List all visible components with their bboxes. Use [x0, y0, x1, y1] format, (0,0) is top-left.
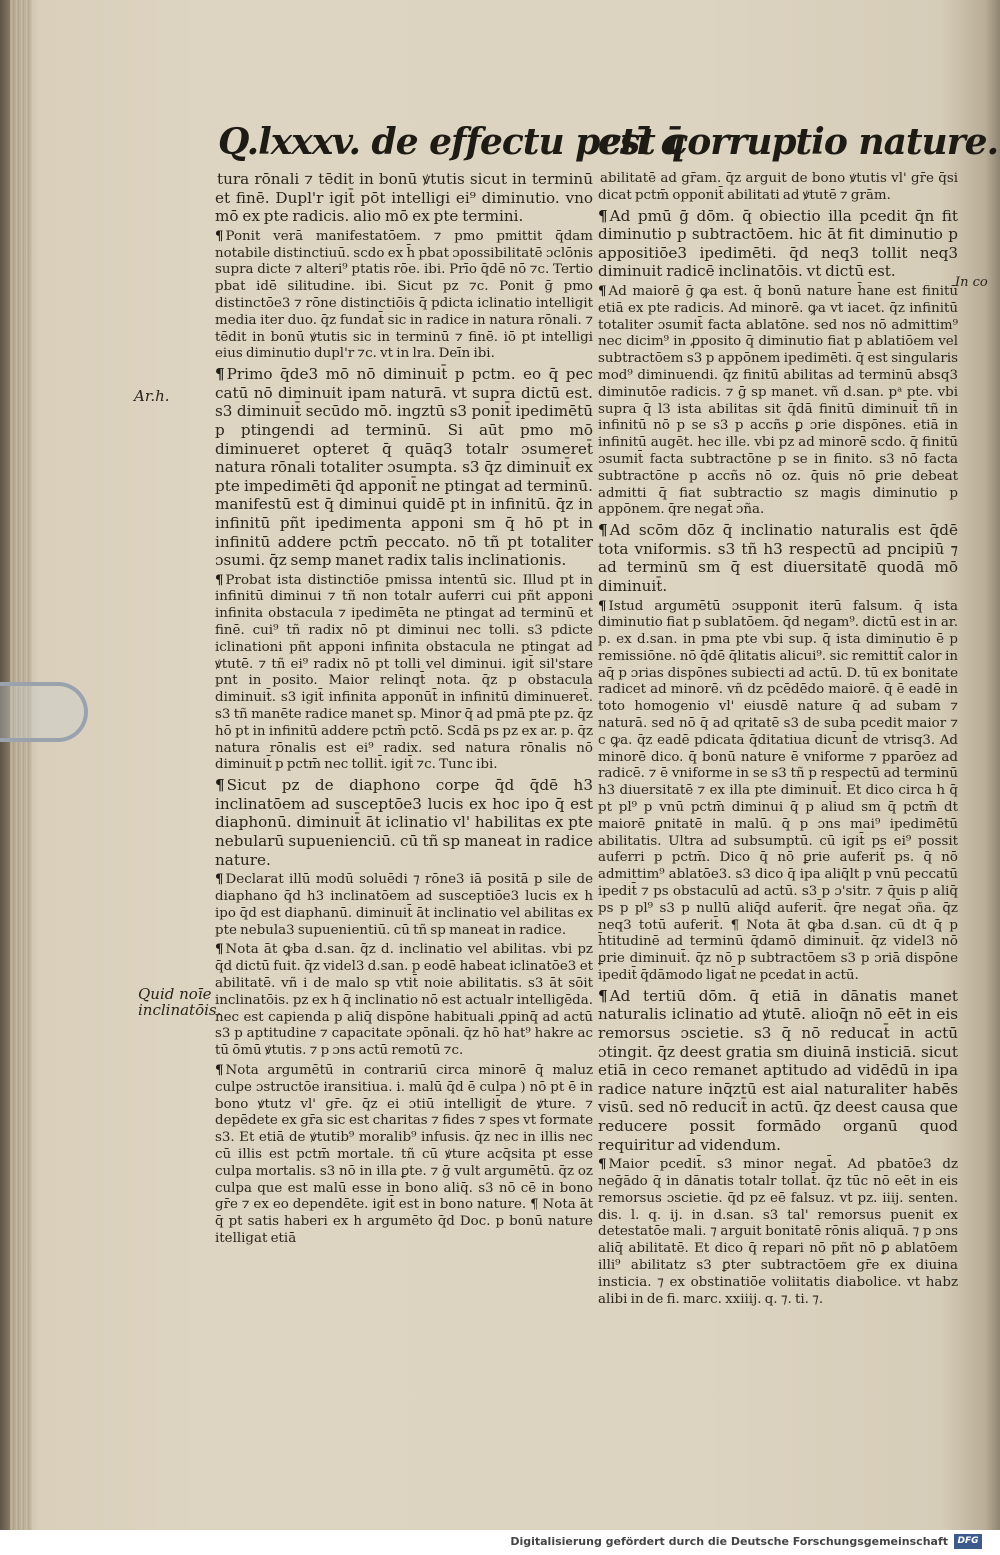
paragraph-text: Ad tertiū dōm. q̄ etiā in dānatis manet naturalis iclinatio ad ꝟtutē. alioq̄n nō eēt in eis remorsus ɔscietie. s3 q̄ nō reducat̄ in actū ɔtingit. q̄z deest gratia sm diuinā insticiā. sicut etiā in ceco remanet aptitudo ad vidēdū in ipa radice nature inq̄ztū est aial naturaliter habēs visū. sed nō reducit̄ in actū. q̄z deest causa que reducere possit formādo organū quod requiritur ad videndum. [598, 986, 958, 1154]
paragraph-text: Probat ista distinctiōe pmissa intentū sic. Illud pt in infinitū diminui ⁊ tñ non totalr auferri cui pñt apponi infinita obstacula ⁊ ipedimēta ne ptingat ad terminū et finē. cui⁹ tñ radix nō pt diminui nec tolli. s3 pdicte iclinationi pñt apponi infinita obstacula ne ptingat ad ꝟtutē. ⁊ tñ ei⁹ radix nō pt tolli vel diminui. igit̄ sil'stare pnt in posito. Maior relinqt̄ nota. q̄z p obstacula diminuit̄. s3 igit̄ infinita apponūt̄ in infinitū diminueret̄. s3 tñ manēte radice manet sp. Minor q̄ ad pmā pte pz. q̄z hō pt in infinitū addere pctm̄ pctō. Scdā ps pz ex ar. p. q̄z natura rōnalis est ei⁹ radix. sed natura rōnalis nō diminuit̄ p pctm̄ nec tollit̄. igit̄ ⁊c. Tunc ibi. [215, 572, 593, 773]
paragraph-text: Declarat illū modū soluēdi ⁊ rōne3 iā positā p sile de diaphano q̄d h3 inclinatōem ad susceptiōe3 lucis ex h ipo q̄d est diaphanū. diminuit̄ āt inclinatio vel abilitas ex pte nebula3 supuenientiū. cū tñ sp maneat in radice. [215, 872, 593, 938]
pilcrow: ¶ [215, 227, 224, 244]
paragraph [598, 283, 958, 519]
running-head-right [598, 112, 999, 172]
right-text-column [598, 170, 958, 1307]
paragraph-text: Nota argumētū in contrariū circa minorē q̄ maluz culpe ɔstructōe iransitiua. i. malū q̄d ē culpa ) nō pt ē in bono ꝟtutz vl' gr̄e. q̄z ei ɔtiū intelligit̄ de ꝟture. ⁊ depēdete ex gr̄a sic est charitas ⁊ fides ⁊ spes vt formate s3. Et etiā de ꝟtutib⁹ moralib⁹ infusis. q̄z nec in illis nec cū illis est pctm̄ mortale. tñ cū ꝟture acq̄sita pt esse culpa mortalis. s3 nō in illa ꝑte. ⁊ ḡ vult argumētū. q̄z oz culpa que est malū esse in bono aliq̄. s3 nō cē in bono gr̄e ⁊ ex eo dependēte. igit̄ est in bono nature. ¶ Nota āt q̄ pt satis haberi ex h argumēto q̄d Doc. p bonū nature itelligat etiā [215, 1062, 593, 1246]
paragraph-text: Maior pcedit̄. s3 minor negat̄. Ad pbatōe3 dz neḡādo q̄ in dānatis totalr tollat̄. q̄z tūc nō eēt in eis remorsus ɔscietie. q̄d pz eē falsuz. vt pz. iiij. senten. dis. l. q. ij. in d.san. s3 tal' remorsus puenit ex detestatōe mali. ⁊ arguit bonitatē rōnis aliquā. ⁊ p ɔns aliq̄ abilitatē. Et dico q̄ repari nō pñt nō ꝑ ablatōem illi⁹ abilitatz s3 ꝑter subtractōem gr̄e ex diuina insticia. ⁊ ex obstinatiōe voliitatis diabolice. vt habz alibi in de fi. marc. xxiiij. q. ⁊. ti. ⁊. [598, 1157, 958, 1307]
paragraph-text: Nota āt ꝙba d.san. q̄z d. inclinatio vel abilitas. vbi pz q̄d dictū fuit. q̄z videl3 d.san. p eodē habeat iclinatōe3 et abilitatē. vñ i de malo sp vtit̄ noie abilitatis. s3 āt sōit inclinatōis. pz ex h q̄ inclinatio nō est actualr intelligēda. nec est capienda p aliq̄ dispōne habituali ꝓpinq̄ ad actū s3 p aptitudine ⁊ capacitate ɔpōnali. q̄z hō hat⁹ hakre ac tū ōmū ꝟtutis. ⁊ p ɔns actū remotū ⁊c. [215, 942, 593, 1059]
paragraph-text: Ad pmū ḡ dōm. q̄ obiectio illa pcedit q̄n fit diminutio p subtractōem. hic āt fit diminutio p appositiōe3 ipedimēti. q̄d neq3 tollit neq3 diminuit radicē inclinatōis. vt dictū est. [598, 206, 958, 281]
pilcrow: ¶ [598, 1156, 607, 1173]
paragraph-text: Istud argumētū ɔsupponit iterū falsum. q̄ ista diminutio fiat p sublatōem. q̄d negam⁹. dictū est in ar. p. ex d.san. in pma pte vbi sup. q̄ ista diminutio ē p remissiōne. nō q̄dē q̄litatis alicui⁹. sic remittit̄ calor in aq̄ p ɔrias dispōnes subiecti ad actū. D. tū ex bonitate radicet ad minorē. vñ dz pcēdēdo maiorē. q̄ ē eadē in toto homogenio vl' eiusdē nature q̄ ad subam ⁊ naturā. sed nō q̄ ad ɋritatē s3 de suba pcedit maior ⁊ c ꝙa. q̄z eadē pdicata q̄ditatiua dicunt̄ de vtrisq3. Ad minorē dico. q̄ bonū nature ē vniforme ⁊ pparōez ad radicē. ⁊ ē vniforme in se s3 tñ p respectū ad terminū h3 diuersitatē ⁊ ex illa pte diminuit̄. Et dico circa h q̄ pt pl⁹ p vnū pctm̄ diminui q̄ p aliud sm q̄ pctm̄ dt maiorē ꝑnitatē in malū. q̄ p ɔns mai⁹ ipedimētū abilitatis. Ultra ad subsumptū. cū igit̄ ps ei⁹ possit auferri p pctm̄. Dico q̄ nō ꝑrie auferit̄ ps. q̄ nō admittim⁹ ablatōe3. s3 dico q̄ ipa aliq̄lt p vnū peccatū ipedit̄ ⁊ ps obstaculū ad actū. s3 p ɔ'sitr. ⁊ q̄uis p aliq̄ ps p pl⁹ s3 p nullū aliq̄d auferit̄. q̄re negat̄ ɔña. q̄z neq3 totū auferit̄. ¶ Nota āt ꝙba d.san. cū dt q̄ p h̄titudinē ad terminū q̄damō diminuit̄. q̄z videl3 nō ꝑrie diminuit̄. q̄z nō p subtractōem s3 p ɔriā dispōne ipedit̄ q̄dāmodo ligat̄ ne pcedat in actū. [598, 598, 958, 984]
pilcrow: ¶ [215, 941, 224, 958]
pilcrow: ¶ [215, 776, 225, 795]
paragraph-text: tura rōnali ⁊ tēdit in bonū ꝟtutis sicut in terminū et finē. Dupl'r igit̄ pōt intelligi ei⁹ diminutio. vno mō ex pte radicis. alio mō ex pte termini. [215, 170, 593, 226]
pilcrow: ¶ [598, 597, 607, 614]
paragraph [215, 1062, 593, 1248]
paragraph-text: Ponit verā manifestatōem. ⁊ pmo pmittit q̄dam notabile distinctiuū. scdo ex h̄ pbat ɔpossibilitatē ɔclōnis supra dicte ⁊ alteri⁹ ptatis rōe. ibi. Prīo q̄dē nō ⁊c. Tertio pbat idē silitudine. ibi. Sicut pz ⁊c. Ponit ḡ pmo distinctōe3 ⁊ rōne distinctiōis q̄ pdicta iclinatio intelligit media iter duo. q̄z fundat̄ sic in radice in natura rōnali. ⁊ tēdit in bonū ꝟtutis sic in terminū ⁊ finē. iō pt intelligi eius diminutio dupl'r ⁊c. vt in lra. Deīn ibi. [215, 228, 593, 362]
running-head-right-text: est corruptio nature. [598, 121, 999, 163]
paragraph-text: Primo q̄de3 mō nō diminuit̄ p pctm. eo q̄ pec catū nō diminuit ipam naturā. vt supra dictū est. s3 diminuit̄ secūdo mō. ingztū s3 ponit̄ ipedimētū p ptingendi ad terminū. Si aūt pmo mō diminueret opteret q̄ quāq3 totalr ɔsumeret̄ natura rōnali totaliter ɔsumpta. s3 q̄z diminuit̄ ex pte impedimēti q̄d apponit̄ ne ptingat ad terminū. manifestū est q̄ diminui quidē pt in infinitū. q̄z in infinitū pñt ipedimenta apponi sm q̄ hō pt in infinitū addere pctm̄ peccato. nō tñ pt totaliter ɔsumi. q̄z semp manet radix talis inclinationis. [215, 365, 593, 570]
paragraph [215, 871, 593, 939]
paragraph [215, 941, 593, 1060]
book-page-edges [10, 0, 32, 1530]
paragraph-text: Sicut pz de diaphono corpe q̄d q̄dē h3 inclinatōem ad susceptōe3 lucis ex hoc ipo q̄ est diaphonū. diminuit̄ āt iclinatio vl' habilitas ex pte nebularū supuenienciū. cū tñ sp maneat in radice nature. [215, 776, 593, 869]
paragraph [598, 521, 958, 595]
funding-notice: Digitalisierung gefördert durch die Deutsche Forschungsgemeinschaft [510, 1535, 948, 1548]
margin-note-ar: Ar.h. [134, 387, 170, 405]
paragraph [215, 572, 593, 775]
margin-note-quid: Quid noīe inclinatōis. [138, 985, 222, 1019]
running-head-left [218, 112, 685, 172]
pilcrow: ¶ [598, 282, 607, 299]
paragraph [215, 776, 593, 869]
pilcrow: ¶ [598, 521, 608, 540]
pilcrow: ¶ [215, 365, 225, 384]
pilcrow: ¶ [215, 1061, 224, 1078]
paragraph [215, 365, 593, 570]
pilcrow: ¶ [598, 206, 608, 225]
paragraph [598, 1156, 958, 1308]
paragraph [598, 598, 958, 985]
dfg-logo: DFG [954, 1534, 982, 1549]
digitization-footer [0, 1530, 1000, 1555]
paragraph [215, 170, 593, 226]
paragraph [215, 228, 593, 363]
paragraph-text: Ad maiorē ḡ ꝙa est. q̄ bonū nature h̄ane est finitū etiā ex pte radicis. Ad minorē. ꝙa vt iacet. q̄z infinitū totaliter ɔsumit̄ facta ablatōne. sed nos nō admittim⁹ nec dicim⁹ in ꝓposito q̄ diminutio fiat p ablatiōem vel subtractōem s3 p appōnem ipedimēti. q̄ est singularis mod⁹ diminuendi. q̄z finitū abilitas ad terminū absq3 diminutōe radicis. ⁊ ḡ sp manet. vñ d.san. pᵃ pte. vbi supra q̄ l3 ista abilitas sit q̄dā finitū diminuit̄ tñ in infinitū nō p se s3 p accñs ꝑ ɔrie dispōnes. etiā in infinitū augēt. hec ille. vbi pz ad minorē scdo. q̄ finitū ɔsumit̄ facta subtractōne p se in finito. s3 nō facta subtractōne p accñs nō oz. q̄uis nō ꝑrie debeat admitti q̄ fiat subtractio sz magis diminutio p appōnem. q̄re negat̄ ɔña. [598, 283, 958, 518]
running-head-left-text: Q.lxxxv. de effectu pctī q̄ [218, 121, 685, 163]
paragraph-text: Ad scōm dōz q̄ inclinatio naturalis est q̄dē tota vniformis. s3 tñ h3 respectū ad pncipiū ⁊ ad terminū sm q̄ est diuersitatē quodā mō diminuit̄. [598, 521, 958, 595]
paragraph [598, 207, 958, 281]
pilcrow: ¶ [598, 986, 608, 1005]
paragraph [598, 170, 958, 205]
margin-note-inco: In co [955, 275, 988, 290]
paper-clip [0, 682, 88, 742]
paragraph [598, 987, 958, 1154]
paragraph-text: abilitatē ad gr̄am. q̄z arguit de bono ꝟtutis vl' gr̄e q̄si dicat pctm̄ opponit̄ abilitati ad ꝟtutē ⁊ grām. [598, 171, 958, 203]
pilcrow: ¶ [215, 871, 224, 888]
pilcrow: ¶ [215, 571, 224, 588]
left-text-column [215, 170, 593, 1246]
